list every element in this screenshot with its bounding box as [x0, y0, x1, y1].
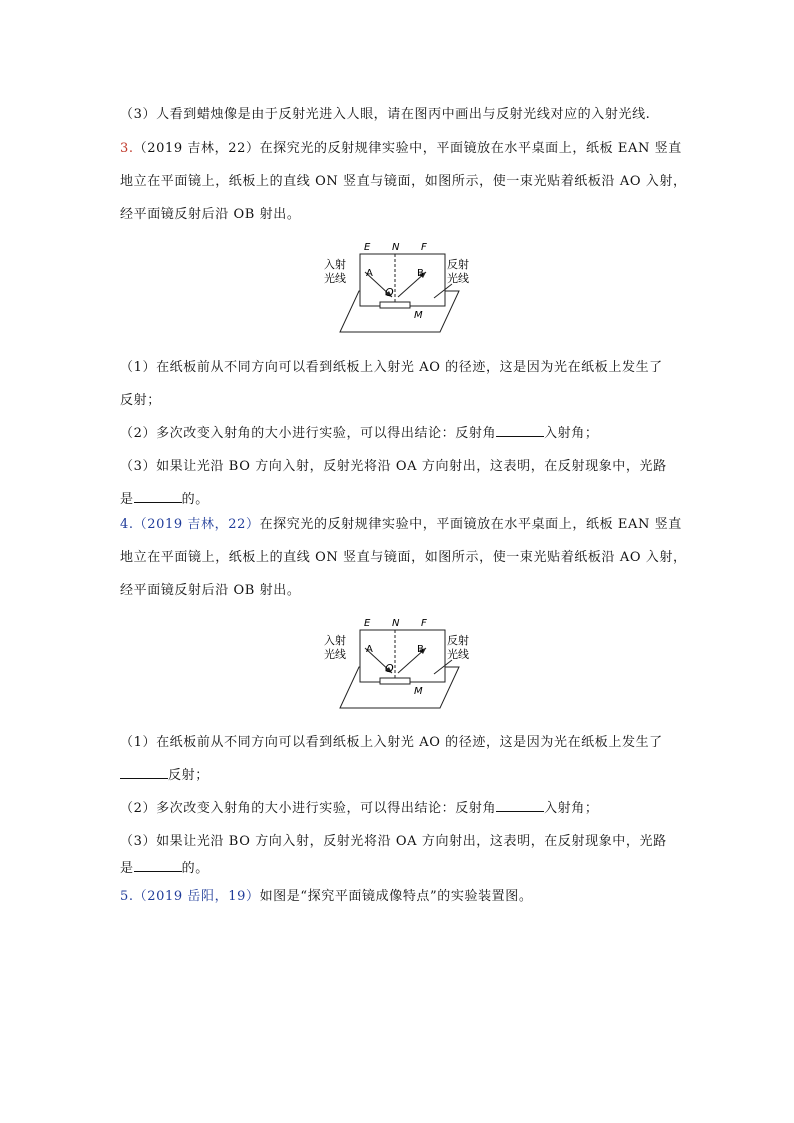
reflected-label-2: 光线: [447, 272, 469, 285]
q4-sub2-line: [120, 797, 598, 816]
label-n: N: [392, 242, 400, 253]
q3-sub1-line-1: （1）在纸板前从不同方向可以看到纸板上入射光 AO 的径迹，这是因为光在纸板上发生了: [120, 360, 663, 375]
q3-sub3-line-1: （3）如果让光沿 BO 方向入射，反射光将沿 OA 方向射出，这表明，在反射现象中，光路: [120, 459, 667, 474]
label-m: M: [414, 310, 423, 321]
label-f: F: [421, 618, 427, 629]
q4-sub3-text-c: 的。: [181, 861, 209, 876]
q4-sub1-line-1: （1）在纸板前从不同方向可以看到纸板上入射光 AO 的径迹，这是因为光在纸板上发生了: [120, 735, 663, 750]
q3-figure: [322, 236, 477, 340]
q3-stem-line-1: [120, 137, 682, 156]
q3-number: 3.: [120, 141, 134, 156]
q4-stem-line-1: [120, 513, 682, 532]
incident-label-1: 入射: [324, 634, 346, 647]
q3-sub3-text-c: 的。: [181, 492, 209, 507]
label-n: N: [392, 618, 400, 629]
q5-stem-text: 如图是“探究平面镜成像特点”的实验装置图。: [259, 889, 533, 904]
q3-sub2-line: [120, 422, 598, 441]
label-e: E: [364, 242, 371, 253]
q4-sub2-text-b: 入射角；: [544, 801, 599, 816]
q3-stem-line-3: 经平面镜反射后沿 OB 射出。: [120, 207, 301, 222]
q4-figure: [322, 612, 477, 716]
paper-board: [360, 254, 445, 306]
incident-label-2: 光线: [324, 648, 346, 661]
q3-sub3-line-2: [120, 488, 209, 507]
q3-stem-line-2: 地立在平面镜上，纸板上的直线 ON 竖直与镜面，如图所示，使一束光贴着纸板沿 AO 入射，: [120, 174, 687, 189]
q3-stem-text: 在探究光的反射规律实验中，平面镜放在水平桌面上，纸板 EAN 竖直: [259, 141, 682, 156]
incident-label-1: 入射: [324, 258, 346, 271]
q3-sub2-text-a: （2）多次改变入射角的大小进行实验，可以得出结论：反射角: [120, 426, 497, 441]
label-b: B: [417, 268, 424, 279]
q3-sub2-text-b: 入射角；: [544, 426, 599, 441]
q4-sub2-text-a: （2）多次改变入射角的大小进行实验，可以得出结论：反射角: [120, 801, 497, 816]
q4-sub3-text-b: 是: [120, 861, 134, 876]
incident-label-2: 光线: [324, 272, 346, 285]
q4-stem-line-3: 经平面镜反射后沿 OB 射出。: [120, 583, 301, 598]
q4-sub3-line-1: （3）如果让光沿 BO 方向入射，反射光将沿 OA 方向射出，这表明，在反射现象中，光路: [120, 834, 667, 849]
q4-sub1-text-b: 反射；: [168, 768, 209, 783]
label-f: F: [421, 242, 427, 253]
q3-sub2-blank[interactable]: [496, 425, 544, 437]
mirror-piece: [380, 302, 410, 308]
q3-sub3-blank[interactable]: [134, 491, 182, 503]
label-a: A: [366, 268, 373, 279]
reflection-diagram: [322, 612, 477, 716]
q4-sub2-blank[interactable]: [496, 800, 544, 812]
q4-sub1-line-2: [120, 764, 209, 783]
q3-source: （2019 吉林，22）: [133, 141, 260, 156]
reflection-diagram: [322, 236, 477, 340]
reflected-label-2: 光线: [447, 648, 469, 661]
label-a: A: [366, 644, 373, 655]
q5-source: （2019 岳阳，19）: [133, 889, 260, 904]
q4-source: （2019 吉林，22）: [133, 517, 260, 532]
q5-stem-line: [120, 885, 532, 904]
label-o: O: [385, 662, 394, 675]
q4-stem-text: 在探究光的反射规律实验中，平面镜放在水平桌面上，纸板 EAN 竖直: [259, 517, 682, 532]
reflected-label-1: 反射: [447, 258, 469, 271]
q3-sub3-text-b: 是: [120, 492, 134, 507]
q4-sub3-line-2: [120, 857, 209, 876]
label-m: M: [414, 686, 423, 697]
q4-sub1-blank[interactable]: [120, 767, 168, 779]
q5-number: 5.: [120, 889, 134, 904]
q2-sub3-line: （3）人看到蜡烛像是由于反射光进入人眼，请在图丙中画出与反射光线对应的入射光线.: [120, 107, 651, 122]
label-b: B: [417, 644, 424, 655]
reflected-label-1: 反射: [447, 634, 469, 647]
q3-sub1-line-2: 反射；: [120, 393, 161, 408]
q4-number: 4.: [120, 517, 134, 532]
q4-stem-line-2: 地立在平面镜上，纸板上的直线 ON 竖直与镜面，如图所示，使一束光贴着纸板沿 AO 入射，: [120, 550, 687, 565]
q4-sub3-blank[interactable]: [134, 860, 182, 872]
label-o: O: [385, 286, 394, 299]
paper-board: [360, 630, 445, 682]
mirror-piece: [380, 678, 410, 684]
label-e: E: [364, 618, 371, 629]
